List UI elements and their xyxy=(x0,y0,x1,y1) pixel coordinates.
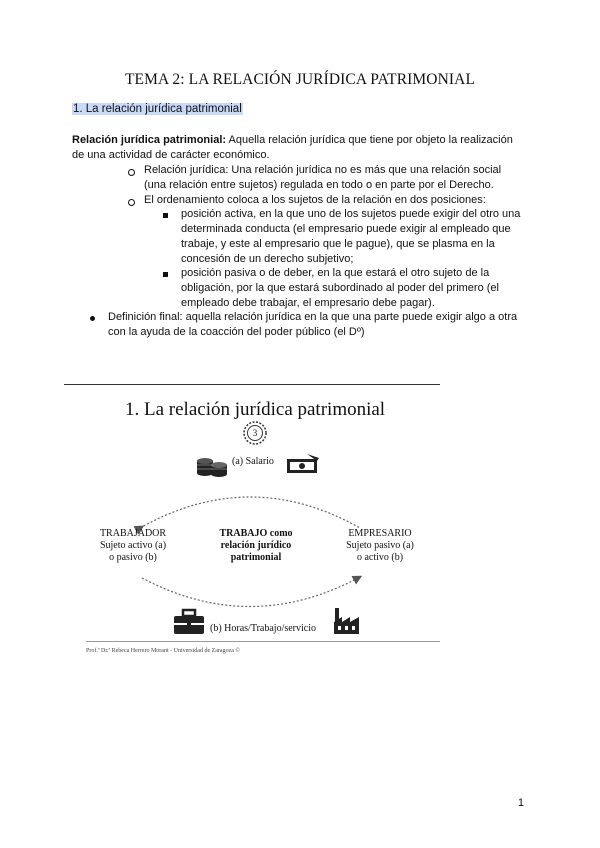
bullet-circle-icon xyxy=(128,169,135,176)
sub-bullet-2: El ordenamiento coloca a los sujetos de la relación en dos posiciones: xyxy=(144,194,486,206)
employer-party: EMPRESARIO Sujeto pasivo (a) o activo (b) xyxy=(346,528,414,563)
figure-footer: Prof.ª Dr.ª Rebeca Herrero Morant - Universidad de Zaragoza © xyxy=(86,648,240,654)
bullet-circle-icon xyxy=(128,199,135,206)
section-heading: 1. La relación jurídica patrimonial xyxy=(73,103,242,115)
bullet-dot-icon xyxy=(90,316,95,321)
position-passive: posición pasiva o de deber, en la que estará el otro sujeto de la obligación, por la que estará subordinado al poder del primero (el empleado debe trabajar, el empresario debe pagar). xyxy=(181,267,499,309)
briefcase-icon xyxy=(172,608,206,636)
document-title: TEMA 2: LA RELACIÓN JURÍDICA PATRIMONIAL xyxy=(124,71,476,88)
bullet-square-icon xyxy=(163,272,168,277)
center-relationship: TRABAJO como relación jurídico patrimonial xyxy=(219,528,293,563)
figure-title: 1. La relación jurídica patrimonial xyxy=(125,399,386,420)
page-number: 1 xyxy=(517,797,524,809)
final-definition: Definición final: aquella relación jurídica en la que una parte puede exigir algo a otra con la ayuda de la coacción del poder público (el Dº) xyxy=(108,311,518,338)
position-active: posición activa, en la que uno de los sujetos puede exigir del otro una determinada conducta (el empresario puede exigir al empleado que trabaje, y este al empresario que le pague), que se plasma en la concesión de un derecho subjetivo; xyxy=(181,208,521,265)
figure-top-rule xyxy=(64,384,440,385)
definition-line-2: de una actividad de carácter económico. xyxy=(72,149,270,161)
factory-icon xyxy=(332,606,362,636)
salary-label: (a) Salario xyxy=(232,456,274,467)
badge-number: 3 xyxy=(252,428,258,438)
definition-line-1: Aquella relación jurídica que tiene por objeto la realización xyxy=(226,134,513,146)
definition-term: Relación jurídica patrimonial: xyxy=(72,134,227,146)
definition-paragraph xyxy=(72,133,532,163)
figure-bottom-rule xyxy=(86,641,440,642)
sub-bullet-1: Relación jurídica: Una relación jurídica no es más que una relación social (una relación entre sujetos) regulada en todo o en parte por el Derecho. xyxy=(144,164,502,191)
worker-party: TRABAJADOR Sujeto activo (a) o pasivo (b) xyxy=(99,528,167,563)
work-label: (b) Horas/Trabajo/servicio xyxy=(210,623,316,634)
bullet-square-icon xyxy=(163,213,168,218)
